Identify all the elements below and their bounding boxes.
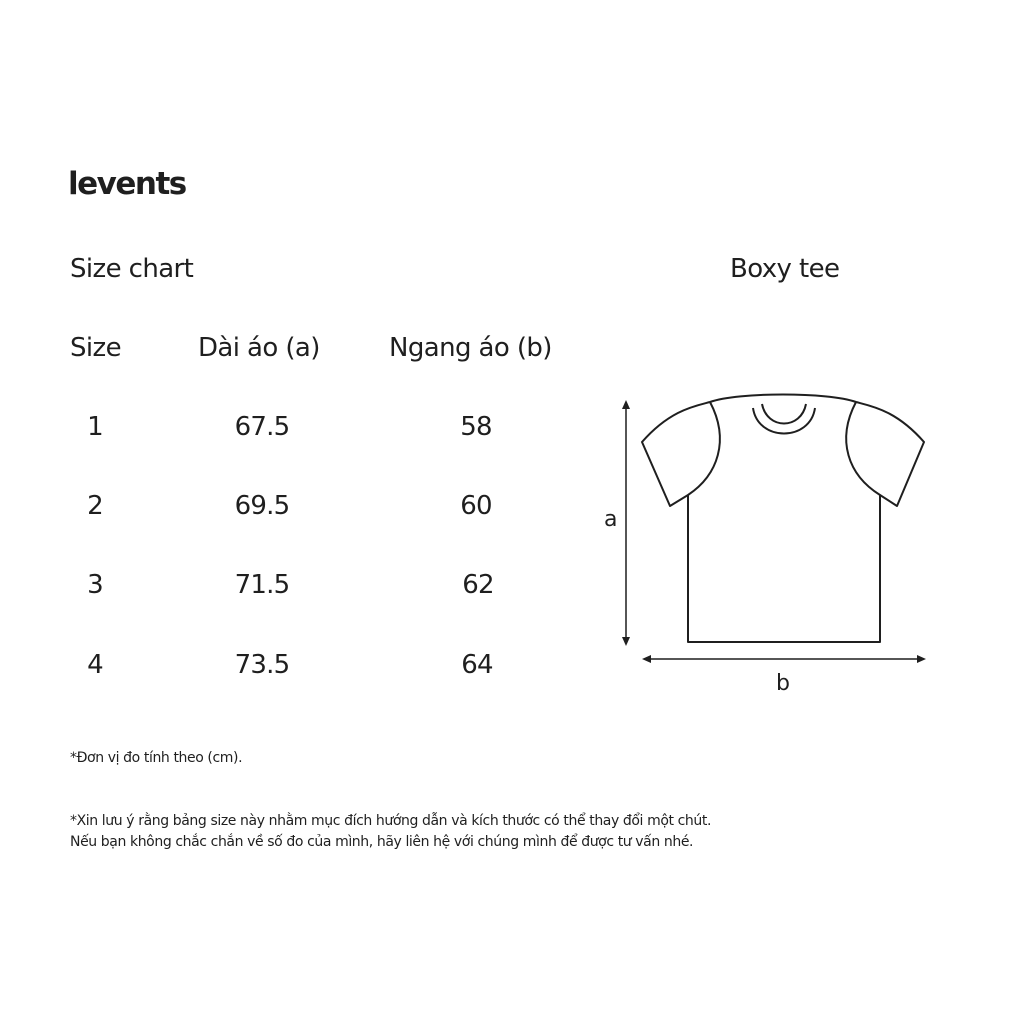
length-cell: 67.5: [234, 412, 290, 442]
size-cell: 2: [87, 491, 103, 521]
width-arrow-right-head: [917, 655, 926, 663]
column-header-size: Size: [70, 333, 121, 363]
disclaimer-line-1: *Xin lưu ý rằng bảng size này nhằm mục đích hướng dẫn và kích thước có thể thay đổi một chút.: [70, 813, 712, 829]
width-cell: 58: [460, 412, 492, 442]
size-cell: 1: [87, 412, 103, 442]
disclaimer-note: [70, 811, 711, 853]
length-arrow-top-head: [622, 400, 630, 409]
disclaimer-line-2: Nếu bạn không chắc chắn về số đo của mình, hãy liên hệ với chúng mình để được tư vấn nhé.: [70, 834, 694, 850]
tshirt-measurement-diagram: [600, 390, 940, 700]
right-sleeve-seam: [846, 402, 880, 495]
width-label: b: [776, 671, 790, 696]
width-arrow-left-head: [642, 655, 651, 663]
product-name: Boxy tee: [730, 254, 840, 284]
length-cell: 71.5: [234, 570, 290, 600]
column-header-width: Ngang áo (b): [389, 333, 552, 363]
left-sleeve-seam: [688, 402, 720, 495]
tshirt-collar: [753, 408, 815, 434]
size-cell: 4: [87, 650, 103, 680]
length-cell: 73.5: [234, 650, 290, 680]
length-cell: 69.5: [234, 491, 290, 521]
width-cell: 62: [462, 570, 494, 600]
tshirt-outline: [642, 395, 924, 643]
column-header-length: Dài áo (a): [198, 333, 320, 363]
brand-logo: levents: [68, 166, 186, 202]
width-cell: 64: [461, 650, 493, 680]
size-chart-title: Size chart: [70, 254, 194, 284]
width-cell: 60: [460, 491, 492, 521]
length-label: a: [604, 507, 618, 532]
length-arrow-bottom-head: [622, 637, 630, 646]
size-cell: 3: [87, 570, 103, 600]
tshirt-collar-inner: [762, 404, 806, 424]
unit-note: *Đơn vị đo tính theo (cm).: [70, 750, 243, 766]
